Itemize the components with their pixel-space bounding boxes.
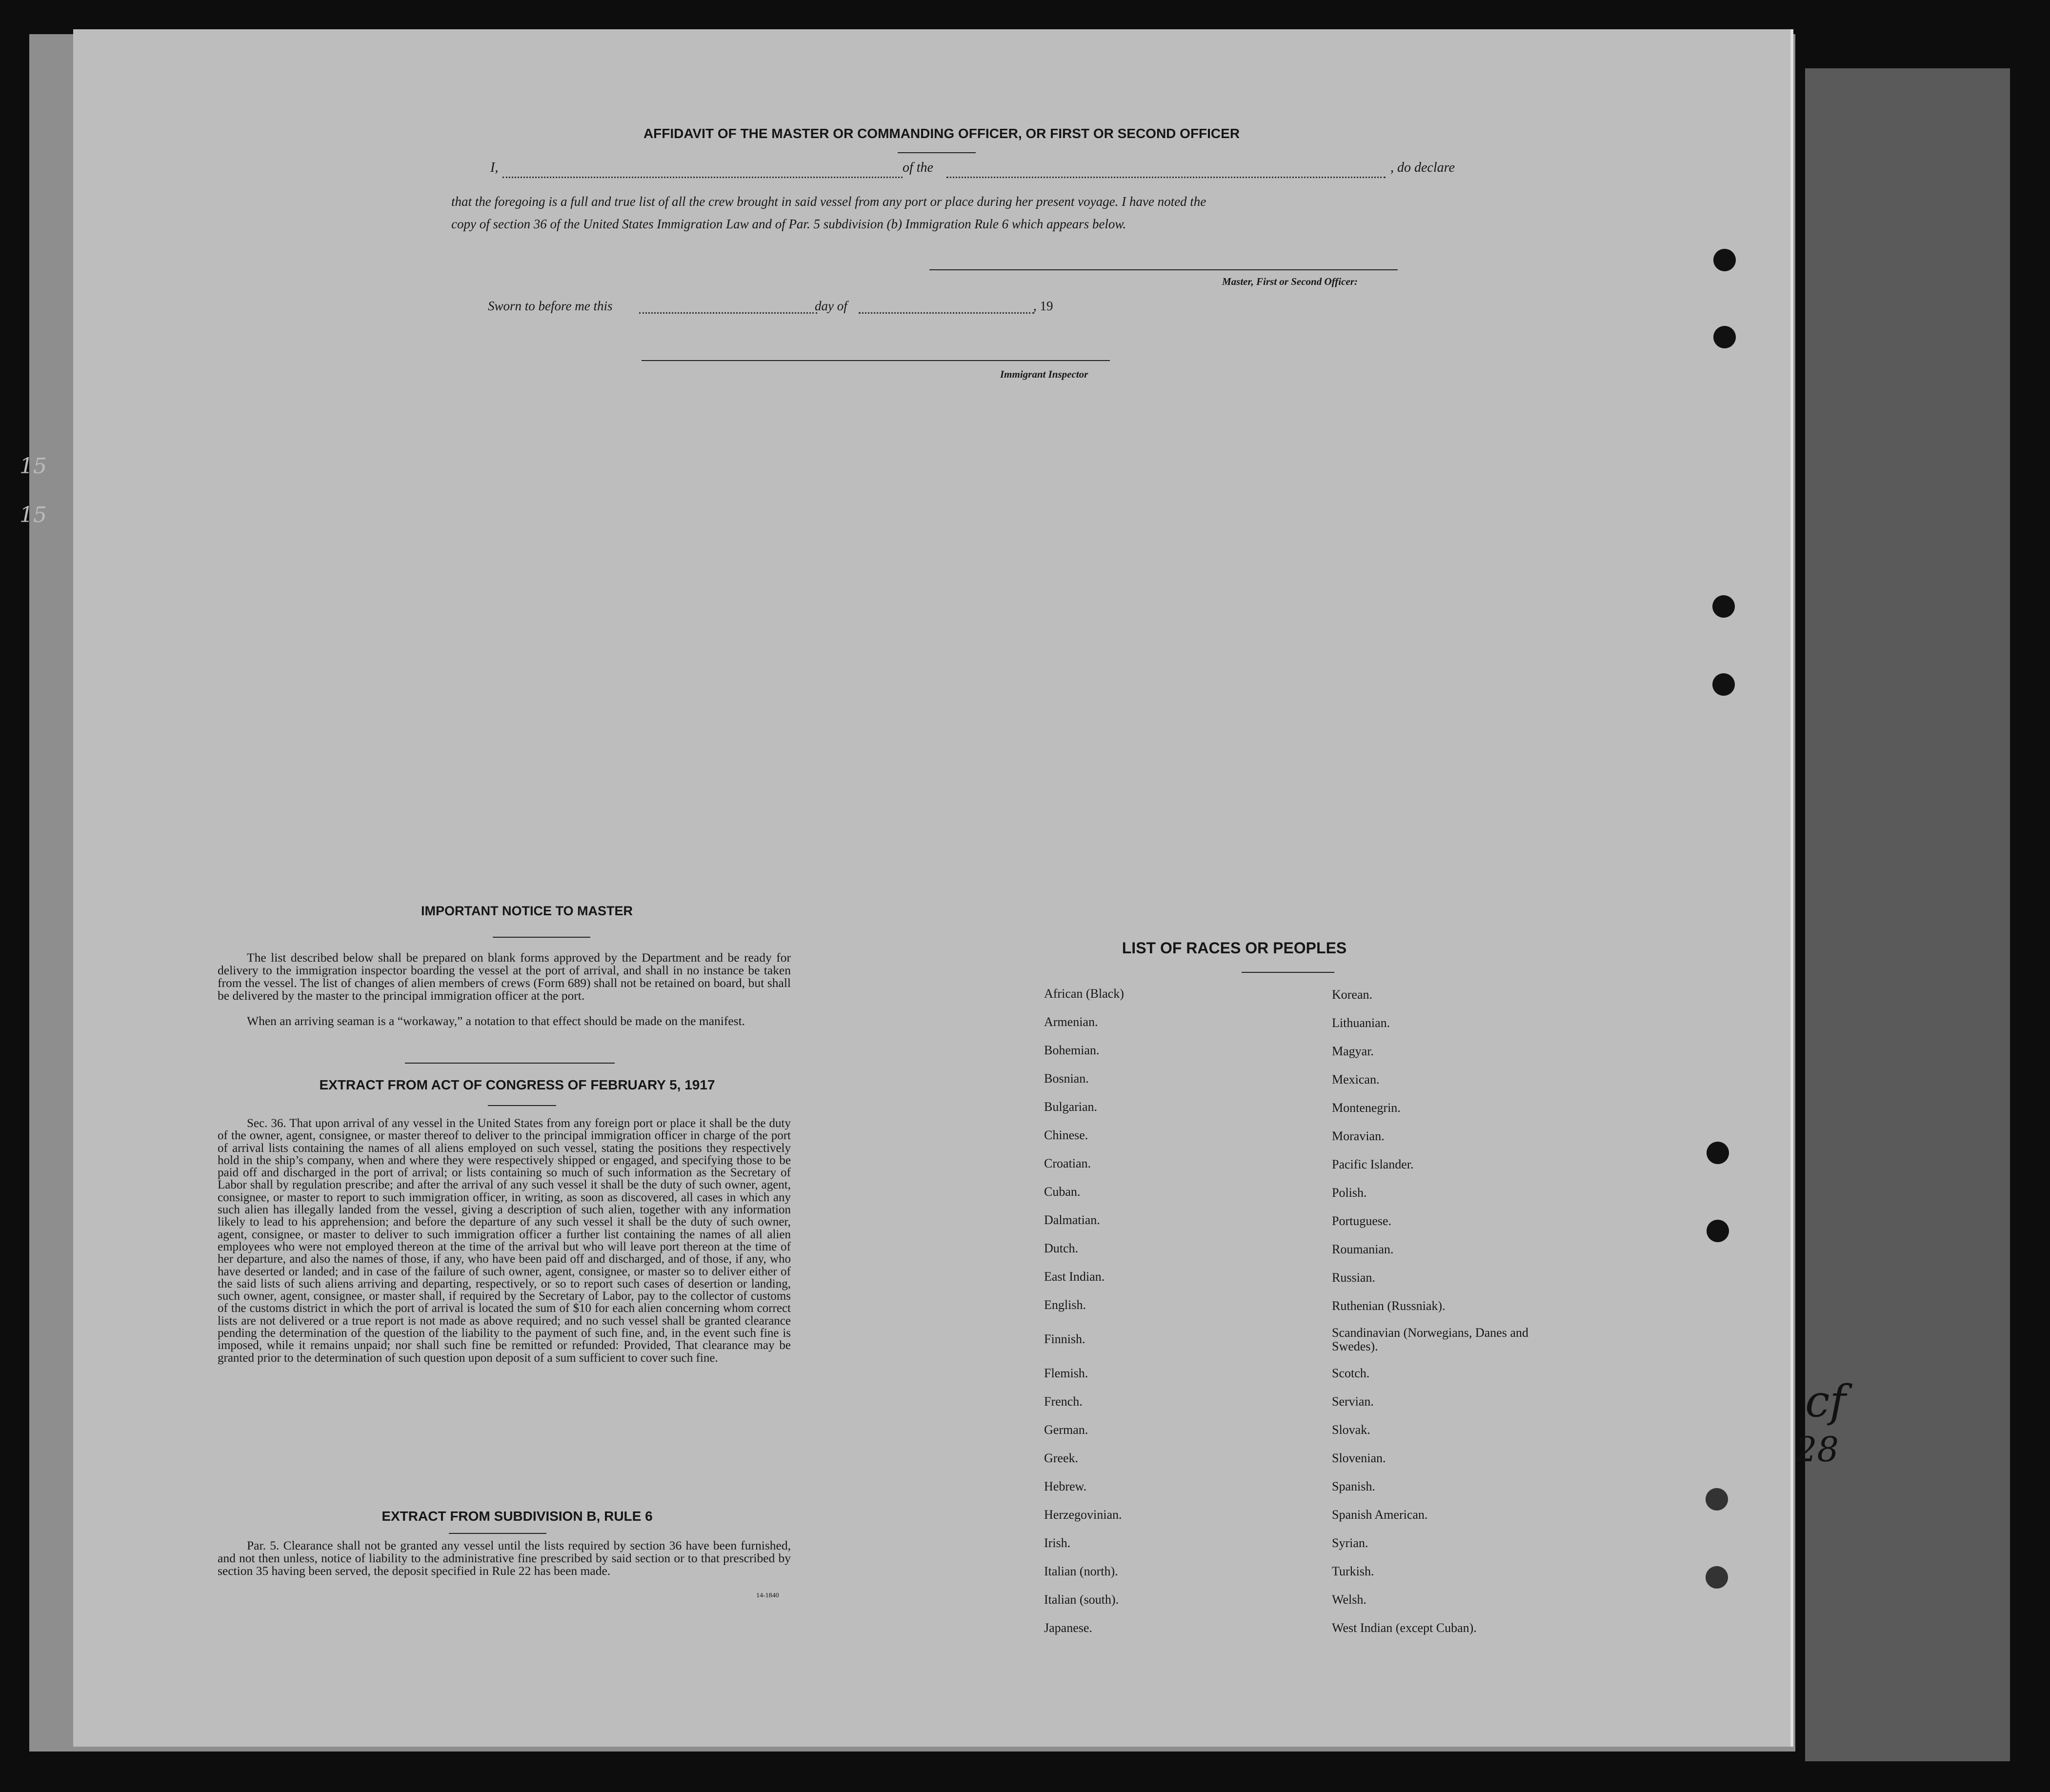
race-item: Irish. — [1044, 1536, 1071, 1550]
race-item: East Indian. — [1044, 1269, 1105, 1284]
punch-hole — [1712, 673, 1735, 696]
binding-strip — [1805, 68, 2010, 1761]
punch-hole — [1707, 1142, 1729, 1164]
act-section-36-text: Sec. 36. That upon arrival of any vessel in the United States from any foreign port or place it shall be the duty of the owner, agent, consignee, or master thereof to deliver to the principal immigration officer in charge of the port of arrival lists containing the names of all aliens employed on such vessel, stating the positions they respectively hold in the ship’s company, when and where they were respectively shipped or engaged, and specifying those to be paid off and discharged in the port of arrival; or lists containing so much of such information as the Secretary of Labor shall by regulation prescribe; and after the arrival of any such vessel it shall be the duty of such owner, agent, consignee, or master to report to such immigration officer, in writing, as soon as discovered, all cases in which any such alien has illegally landed from the vessel, giving a description of such alien, together with any information likely to lead to his apprehension; and before the departure of any such vessel it shall be the duty of such owner, agent, consignee, or master to deliver to such immigration officer a further list containing the names of all alien employees who were not employed thereon at the time of the arrival but who will leave port thereon at the time of her departure, and also the names of those, if any, who have been paid off and discharged, and of those, if any, who have deserted or landed; and in case of the failure of such owner, agent, consignee, or master so to deliver either of the said lists of such aliens arriving and departing, respectively, or so to report such cases of desertion or landing, such owner, agent, consignee, or master shall, if required by the Secretary of Labor, pay to the collector of customs of the customs district in which the port of arrival is located the sum of $10 for each alien concerning whom correct lists are not delivered or a true report is not made as above required; and no such vessel shall be granted clearance pending the determination of the question of the liability to the payment of such fine, and, in the event such fine is imposed, while it remains unpaid; nor shall such fine be remitted or refunded: Provided, That clearance may be granted prior to the determination of such question upon deposit of a sum sufficient to cover such fine. — [218, 1117, 791, 1365]
sworn-year: , 19 — [1033, 299, 1053, 313]
notice-paragraph-2: When an arriving seaman is a “workaway,” a notation to that effect should be made on the manifest. — [247, 1014, 745, 1028]
race-item: Greek. — [1044, 1451, 1079, 1465]
race-item: Bosnian. — [1044, 1071, 1089, 1086]
race-item: English. — [1044, 1298, 1086, 1312]
punch-hole — [1713, 249, 1736, 271]
race-item: Moravian. — [1332, 1129, 1385, 1143]
race-item: Croatian. — [1044, 1156, 1091, 1170]
race-item: Portuguese. — [1332, 1214, 1392, 1228]
affidavit-line-of-the: of the — [903, 160, 933, 175]
race-item: Armenian. — [1044, 1015, 1098, 1029]
document-page — [73, 29, 1793, 1747]
race-item: Slovenian. — [1332, 1451, 1386, 1465]
race-item: German. — [1044, 1423, 1088, 1437]
affidavit-do-declare: , do declare — [1390, 160, 1455, 175]
notice-heading-rule — [493, 937, 590, 938]
race-item: Montenegrin. — [1332, 1101, 1401, 1115]
handwritten-margin-note: 15 — [20, 454, 47, 479]
race-item: West Indian (except Cuban). — [1332, 1621, 1477, 1635]
race-item: Magyar. — [1332, 1044, 1374, 1058]
affidavit-line-i: I, — [490, 160, 499, 175]
race-item: Polish. — [1332, 1186, 1367, 1200]
handwritten-margin-note: 28 — [1795, 1430, 1839, 1470]
race-item: Bulgarian. — [1044, 1100, 1098, 1114]
race-item: Finnish. — [1044, 1332, 1085, 1346]
rule-paragraph-5: Par. 5. Clearance shall not be granted any vessel until the lists required by section 36 have been furnished, and not then unless, notice of liability to the administrative fine prescribed by said section or to that prescribed by section 35 having been served, the deposit specified in Rule 22 has been made. — [218, 1538, 791, 1578]
race-item: Spanish. — [1332, 1479, 1375, 1493]
affidavit-heading-rule — [898, 152, 976, 153]
race-item: Korean. — [1332, 987, 1373, 1002]
race-item: Syrian. — [1332, 1536, 1368, 1550]
race-item: Bohemian. — [1044, 1043, 1100, 1057]
race-item: Pacific Islander. — [1332, 1157, 1414, 1171]
handwritten-margin-note: cf — [1805, 1376, 1846, 1427]
handwritten-margin-note: 15 — [20, 503, 47, 527]
race-item: Japanese. — [1044, 1621, 1092, 1635]
race-item: Cuban. — [1044, 1185, 1081, 1199]
races-right-column — [1332, 981, 1537, 1642]
race-item: African (Black) — [1044, 987, 1124, 1001]
race-item: Dalmatian. — [1044, 1213, 1100, 1227]
race-item: Dutch. — [1044, 1241, 1079, 1255]
punch-hole — [1713, 326, 1736, 348]
race-item: Ruthenian (Russniak). — [1332, 1299, 1446, 1313]
punch-hole — [1712, 595, 1735, 618]
sworn-month-blank — [859, 312, 1034, 314]
race-item: Slovak. — [1332, 1423, 1370, 1437]
act-heading-rule — [488, 1105, 556, 1106]
inspector-label: Immigrant Inspector — [1000, 368, 1088, 380]
form-number: 14-1840 — [756, 1592, 779, 1599]
races-left-column — [1044, 980, 1124, 1642]
rule-heading-rule — [449, 1533, 546, 1534]
race-item: Chinese. — [1044, 1128, 1088, 1142]
race-item: Welsh. — [1332, 1592, 1367, 1607]
race-item: French. — [1044, 1394, 1083, 1409]
race-item: Mexican. — [1332, 1072, 1380, 1087]
notice-paragraph-1: The list described below shall be prepared on blank forms approved by the Department and be ready for delivery to the immigration inspector boarding the vessel at the port of arrival, and shall in no instance be taken from the vessel. The list of changes of alien members of crews (Form 689) shall not be retained on board, but shall be delivered by the master to the principal immigration officer at the port. — [218, 950, 791, 1003]
act-top-rule — [405, 1063, 615, 1064]
vessel-blank — [946, 177, 1386, 178]
signature-label: Master, First or Second Officer: — [1222, 276, 1358, 287]
punch-hole — [1706, 1566, 1728, 1589]
race-item: Servian. — [1332, 1394, 1374, 1409]
race-item: Italian (south). — [1044, 1592, 1119, 1607]
notice-heading: IMPORTANT NOTICE TO MASTER — [421, 904, 633, 918]
race-item: Herzegovinian. — [1044, 1508, 1122, 1522]
sworn-day-of: day of — [815, 299, 847, 313]
race-item: Roumanian. — [1332, 1242, 1394, 1256]
race-item: Hebrew. — [1044, 1479, 1087, 1493]
race-item: Turkish. — [1332, 1564, 1374, 1578]
race-item: Flemish. — [1044, 1366, 1088, 1380]
rule-heading: EXTRACT FROM SUBDIVISION B, RULE 6 — [382, 1509, 653, 1524]
sworn-day-blank — [639, 312, 817, 314]
name-blank — [502, 177, 903, 178]
affidavit-heading: AFFIDAVIT OF THE MASTER OR COMMANDING OFFICER, OR FIRST OR SECOND OFFICER — [643, 126, 1240, 141]
race-item: Italian (north). — [1044, 1564, 1118, 1578]
races-heading: LIST OF RACES OR PEOPLES — [1122, 939, 1347, 957]
affidavit-body-2: copy of section 36 of the United States Immigration Law and of Par. 5 subdivision (b) Immigration Rule 6 which appears below. — [451, 217, 1126, 231]
punch-hole — [1706, 1488, 1728, 1510]
race-item: Russian. — [1332, 1270, 1375, 1285]
signature-line — [929, 269, 1398, 270]
act-heading: EXTRACT FROM ACT OF CONGRESS OF FEBRUARY 5, 1917 — [319, 1077, 715, 1092]
race-item: Lithuanian. — [1332, 1016, 1390, 1030]
affidavit-body-1: that the foregoing is a full and true list of all the crew brought in said vessel from any port or place during her present voyage. I have noted the — [451, 194, 1206, 209]
race-item: Spanish American. — [1332, 1508, 1428, 1522]
race-item: Scotch. — [1332, 1366, 1370, 1380]
race-item-wrapped: Scandinavian (Norwegians, Danes and Swedes). — [1332, 1326, 1528, 1353]
punch-hole — [1707, 1220, 1729, 1242]
sworn-prefix: Sworn to before me this — [488, 299, 613, 313]
inspector-signature-line — [642, 360, 1110, 361]
races-heading-rule — [1242, 972, 1334, 973]
